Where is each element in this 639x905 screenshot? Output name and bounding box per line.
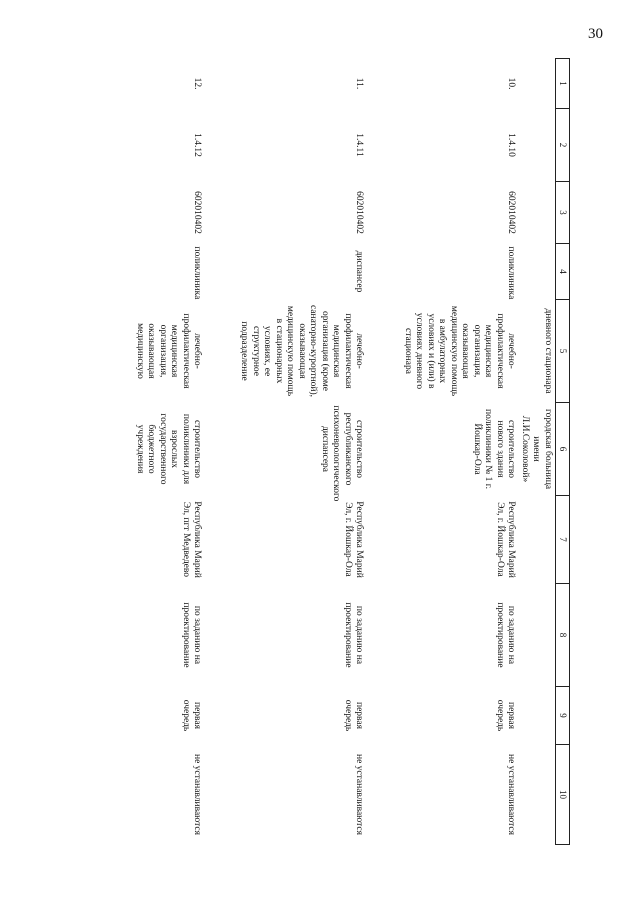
row-number: 10. <box>506 77 517 90</box>
col-header-2: 2 <box>556 109 570 182</box>
row-zones: не устанавливаются <box>506 753 517 835</box>
col-header-7: 7 <box>556 496 570 584</box>
col-header-10: 10 <box>556 745 570 845</box>
row-purpose: лечебно-профилактическая медицинская организация, оказывающая медицинскую <box>135 313 203 389</box>
row-okved: 602010402 <box>354 191 365 234</box>
row-type: поликлиника <box>506 246 517 300</box>
row-okved: 602010402 <box>192 191 203 234</box>
column-number-row <box>556 59 570 845</box>
row-code: 1.4.11 <box>354 133 365 157</box>
col-header-5: 5 <box>556 300 570 403</box>
row-location: Республика Марий Эл, г. Йошкар-Ола <box>343 501 365 578</box>
row-stage: первая очередь <box>343 699 365 732</box>
col-header-1: 1 <box>556 59 570 109</box>
page-number: 30 <box>588 26 603 42</box>
rotated-table-container <box>70 58 570 844</box>
col-header-9: 9 <box>556 687 570 745</box>
row-code: 1.4.10 <box>506 133 517 157</box>
continuation-purpose: дневного стационара <box>543 308 553 394</box>
row-number: 12. <box>192 77 203 90</box>
row-name: строительство республиканского психоневрологического диспансера <box>320 405 365 502</box>
row-location: Республика Марий Эл, пгт Медведево <box>181 501 203 578</box>
row-type: диспансер <box>354 250 365 293</box>
row-code: 1.4.12 <box>192 133 203 157</box>
row-basis: по заданию на проектирование <box>343 602 365 668</box>
objects-table <box>48 58 571 845</box>
row-purpose: лечебно-профилактическая медицинская организация (кроме санаторно-курортной), оказывающая медицинскую помощь в стационарных условиях, ее структурное подразделение <box>239 304 365 398</box>
row-type: поликлиника <box>192 246 203 300</box>
col-header-6: 6 <box>556 403 570 496</box>
row-number: 11. <box>354 77 365 90</box>
continuation-row <box>519 59 556 845</box>
row-name: строительство нового здания поликлиники № 1 г. Йошкар-Ола <box>472 409 517 489</box>
row-stage: первая очередь <box>181 699 203 732</box>
table-row <box>205 59 367 845</box>
row-purpose: лечебно-профилактическая медицинская организация, оказывающая медицинскую помощь в амбулаторных условиях и (или) в условиях дневного стационара <box>403 305 517 397</box>
row-location: Республика Марий Эл, г. Йошкар-Ола <box>495 501 517 578</box>
col-header-8: 8 <box>556 584 570 687</box>
continuation-name: городская больница имени Л.И.Соколовой» <box>520 408 553 490</box>
col-header-4: 4 <box>556 244 570 300</box>
row-zones: не устанавливаются <box>192 753 203 835</box>
row-stage: первая очередь <box>495 699 517 732</box>
row-okved: 602010402 <box>506 191 517 234</box>
row-basis: по заданию на проектирование <box>181 602 203 668</box>
row-zones: не устанавливаются <box>354 753 365 835</box>
row-basis: по заданию на проектирование <box>495 602 517 668</box>
table-row <box>48 59 205 845</box>
row-name: строительство поликлиники для взрослых государственного бюджетного учреждения <box>135 413 203 485</box>
table-row <box>367 59 519 845</box>
col-header-3: 3 <box>556 182 570 244</box>
